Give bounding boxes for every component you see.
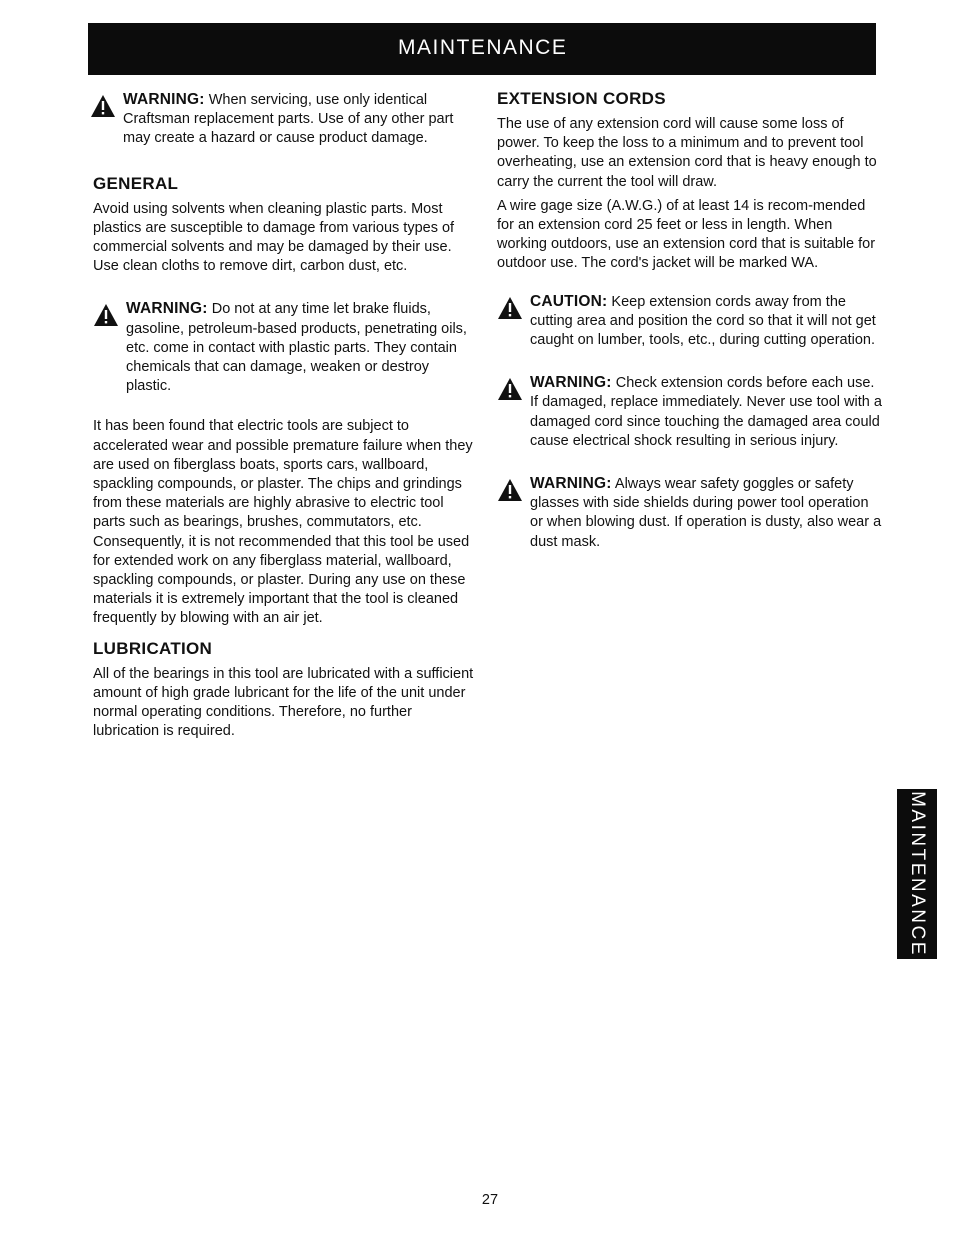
warning-check-cords — [497, 373, 882, 451]
warning-safety-goggles-text — [530, 474, 882, 552]
warning-triangle-icon — [497, 377, 523, 401]
warning-triangle-icon — [90, 94, 116, 118]
warning-replacement-parts-text — [123, 90, 478, 149]
warning-label: WARNING: — [126, 300, 208, 318]
warning-check-cords-text — [530, 373, 882, 451]
left-column — [93, 90, 478, 741]
fiberglass-text: It has been found that electric tools are subject to accelerated wear and possible premature failure when they are used on fiberglass boats, sports cars, wallboard, spackling compounds, or plaster. The chips and grindings from these materials are highly abrasive to electric tool parts such as bearings, brushes, commutators, etc. Consequently, it is not recommended that this tool be used for extended work on any fiberglass material, wallboard, spackling compounds, or plaster. During any use on these materials it is extremely important that the tool is cleaned frequently by blowing with an air jet. — [93, 418, 473, 627]
caution-body: Keep extension cords away from the cutting area and position the cord so that it will not get caught on lumber, tools, etc., during cutting operation. — [530, 293, 876, 349]
extension-cords-text-2: A wire gage size (A.W.G.) of at least 14 is recom-mended for an extension cord 25 feet or less in length. When working outdoors, use an extension cord that is suitable for outdoor use. The cord's jacket will be marked WA. — [497, 197, 876, 272]
extension-cords-text-1: The use of any extension cord will cause some loss of power. To keep the loss to a minimum and to prevent tool overheating, use an extension cord that is heavy enough to carry the current the tool will draw. — [497, 116, 877, 190]
extension-cords-heading: EXTENSION CORDS — [497, 89, 666, 108]
section-header-bar — [88, 23, 876, 75]
warning-triangle-icon — [497, 478, 523, 502]
side-section-tab — [897, 789, 937, 959]
lubrication-text: All of the bearings in this tool are lubricated with a sufficient amount of high grade lubricant for the life of the unit under normal operating conditions. Therefore, no further lubrication is required. — [93, 665, 474, 740]
warning-chemicals — [93, 299, 478, 396]
warning-body: When servicing, use only identical Craftsman replacement parts. Use of any other part may create a hazard or cause product damage. — [123, 92, 454, 147]
caution-cord-position-text — [530, 292, 882, 351]
page-number: 27 — [481, 1192, 499, 1208]
warning-label: WARNING: — [530, 374, 612, 392]
general-text: Avoid using solvents when cleaning plastic parts. Most plastics are susceptible to damage from various types of commercial solvents and may be damaged by their use. Use clean cloths to remove dirt, carbon dust, etc. — [93, 200, 455, 275]
warning-chemicals-text — [126, 299, 478, 396]
warning-label: WARNING: — [530, 475, 612, 493]
caution-cord-position — [497, 292, 882, 351]
warning-label: WARNING: — [123, 91, 205, 108]
lubrication-heading: LUBRICATION — [93, 638, 213, 658]
warning-safety-goggles — [497, 474, 882, 552]
warning-body: Do not at any time let brake fluids, gasoline, petroleum-based products, penetrating oils, etc. come in contact with plastic parts. They contain chemicals that can damage, weaken or destroy plastic. — [126, 301, 467, 395]
general-heading: GENERAL — [93, 173, 179, 193]
warning-triangle-icon — [497, 296, 523, 320]
warning-body: Check extension cords before each use. If damaged, replace immediately. Never use tool with a damaged cord since touching the damaged area could cause electrical shock resulting in serious injury. — [530, 375, 882, 449]
section-title: MAINTENANCE — [398, 36, 568, 59]
warning-replacement-parts — [90, 90, 478, 149]
caution-label: CAUTION: — [530, 292, 608, 310]
right-column — [497, 88, 882, 552]
side-tab-label: MAINTENANCE — [907, 791, 928, 957]
warning-body: Always wear safety goggles or safety glasses with side shields during power tool operation or when blowing dust. If operation is dusty, also wear a dust mask. — [530, 476, 882, 550]
warning-triangle-icon — [93, 303, 119, 327]
